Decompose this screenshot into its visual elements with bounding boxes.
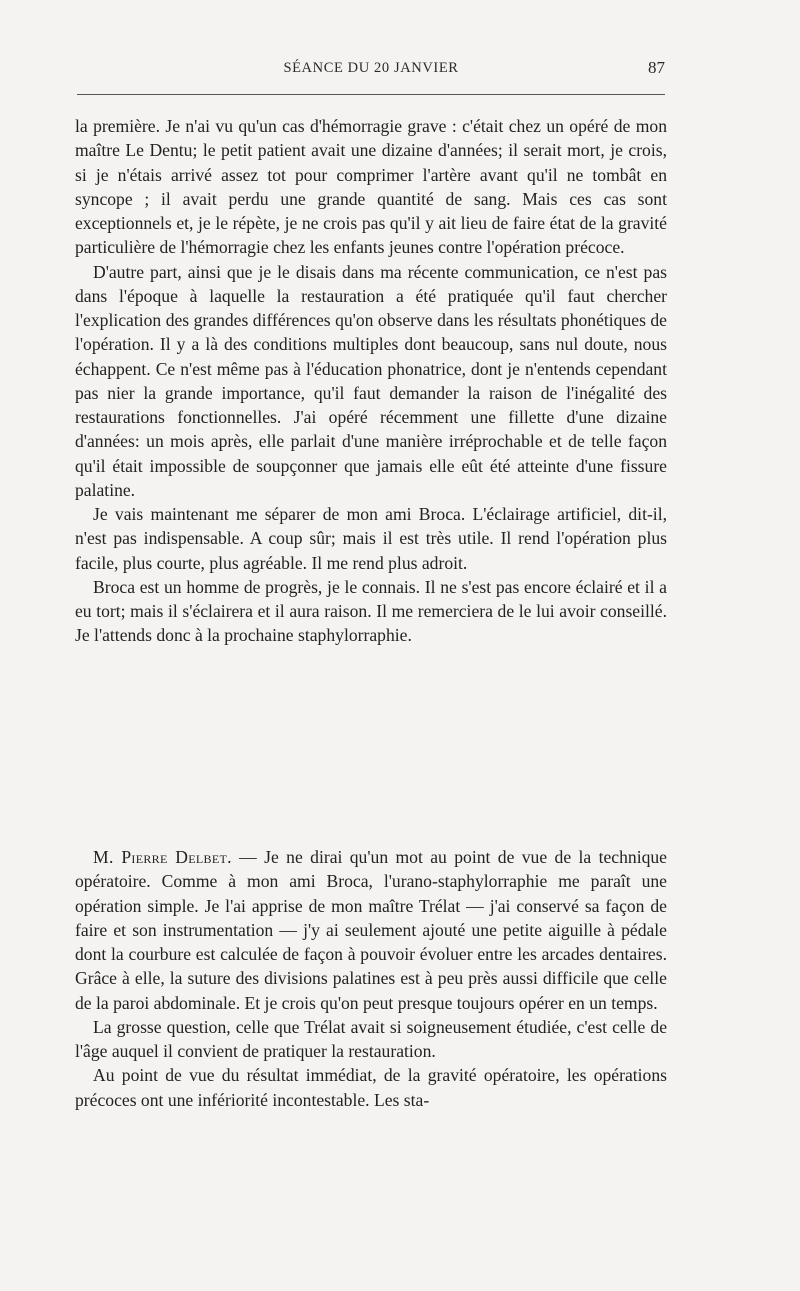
paragraph: la première. Je n'ai vu qu'un cas d'hémorragie grave : c'était chez un opéré de mon maître Le Dentu; le petit patient avait une dizaine d'années; il serait mort, je crois, si je n'étais arrivé assez tot pour comprimer l'artère avant qu'il ne tombât en syncope ; il avait perdu une grande quantité de sang. Mais ces cas sont exceptionnels et, je le répète, je ne crois pas qu'il y ait lieu de faire état de la gravité particulière de l'hémorragie chez les enfants jeunes contre l'opération précoce. (75, 116, 667, 258)
paragraph (75, 845, 667, 1015)
header-rule (77, 94, 665, 95)
speaker-name: M. Pierre Delbet. (93, 847, 232, 867)
paragraph: Au point de vue du résultat immédiat, de la gravité opératoire, les opérations précoces ont une infériorité incontestable. Les sta- (75, 1065, 667, 1110)
paragraph-text: — Je ne dirai qu'un mot au point de vue de la technique opératoire. Comme à mon ami Broca, l'urano-staphylorraphie me paraît une opération simple. Je l'ai apprise de mon maître Trélat — j'ai conservé sa façon de faire et son instrumentation — j'y ai seulement ajouté une petite aiguille à pédale dont la courbure est calculée de façon à pouvoir évoluer entre les arcades dentaires. Grâce à elle, la suture des divisions palatines est à peu près aussi difficile que celle de la paroi abdominale. Et je crois qu'on peut presque toujours opérer en un temps. (75, 847, 667, 1013)
page-number: 87 (648, 58, 665, 77)
paragraph: Broca est un homme de progrès, je le connais. Il ne s'est pas encore éclairé et il a eu tort; mais il s'éclairera et il aura raison. Il me remerciera de le lui avoir conseillé. Je l'attends donc à la prochaine staphylorraphie. (75, 576, 667, 646)
paragraph: Je vais maintenant me séparer de mon ami Broca. L'éclairage artificiel, dit-il, n'est pas indispensable. A coup sûr; mais il est très utile. Il rend l'opération plus facile, plus courte, plus agréable. Il me rend plus adroit. (75, 504, 667, 573)
paragraph: D'autre part, ainsi que je le disais dans ma récente communication, ce n'est pas dans l'époque à laquelle la restauration a été pratiquée qu'il faut chercher l'explication des grandes différences qu'on observe dans les résultats phonétiques de l'opération. Il y a là des conditions multiples dont beaucoup, sans nul doute, nous échappent. Ce n'est même pas à l'éducation phonatrice, dont je n'entends cependant pas nier la grande importance, qu'il faut demander la raison de l'inégalité des restaurations fonctionnelles. J'ai opéré récemment une fillette d'une dizaine d'années: un mois après, elle parlait d'une manière irréprochable et de telle façon qu'il était impossible de soupçonner que jamais elle eût été atteinte d'une fissure palatine. (75, 261, 667, 500)
paragraph: La grosse question, celle que Trélat avait si soigneusement étudiée, c'est celle de l'âge auquel il convient de pratiquer la restauration. (75, 1016, 667, 1061)
page-header (75, 56, 667, 86)
running-title: SÉANCE DU 20 JANVIER (283, 60, 459, 76)
section-broca-discussion (75, 114, 667, 648)
section-delbet-remarks (75, 845, 667, 1112)
